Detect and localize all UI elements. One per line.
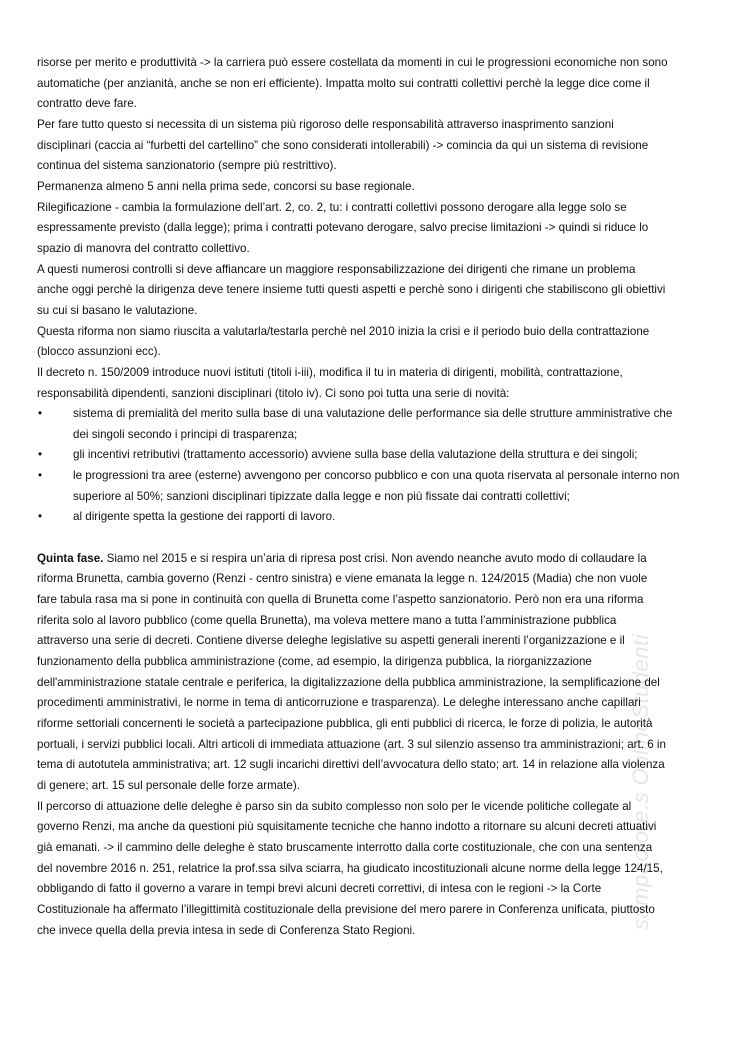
- text-line: [37, 693, 717, 714]
- text-line: [37, 94, 717, 115]
- text-line: [73, 487, 717, 508]
- text-line: [37, 136, 717, 157]
- text-line: [37, 322, 717, 343]
- line-text: Questa riforma non siamo riuscita a valutarla/testarla perchè nel 2010 inizia la crisi e il periodo buio della contrattazione: [37, 324, 650, 338]
- paragraph: [37, 115, 717, 177]
- text-line: [37, 735, 717, 756]
- bullet-icon: •: [38, 448, 43, 462]
- line-text: automatiche (per anzianità, anche se non eri efficiente). Impatta molto sui contratti collettivi perchè la legge dice come il: [37, 76, 650, 90]
- text-line: [37, 879, 717, 900]
- line-text: riforma Brunetta, cambia governo (Renzi - centro sinistra) e viene emanata la legge n. 124/2015 (Madia) che non vuole: [37, 572, 648, 586]
- line-text: tema di autotutela amministrativa; art. 12 sugli incarichi direttivi dell’avvocatura dello stato; art. 14 in relazione alla violenza: [37, 758, 665, 772]
- line-text: Il percorso di attuazione delle deleghe è parso sin da subito complesso non solo per le vicende politiche collegate al: [37, 799, 632, 813]
- line-text: risorse per merito e produttività -> la carriera può essere costellata da momenti in cui le progressioni economiche non sono: [37, 56, 668, 69]
- text-line: [37, 115, 717, 136]
- text-line: [37, 611, 717, 632]
- watermark: sampaolore.s OnlineStudenti: [628, 634, 653, 930]
- line-text: disciplinari (caccia ai “furbetti del cartellino” che sono considerati intollerabili) -> comincia da qui un sistema di revisione: [37, 138, 649, 152]
- text-line: [37, 384, 717, 405]
- document-body: [37, 53, 717, 941]
- line-text: Permanenza almeno 5 anni nella prima sede, concorsi su base regionale.: [37, 179, 415, 193]
- paragraph-gap: [37, 528, 717, 549]
- text-line: [73, 425, 717, 446]
- line-text: riferita solo al lavoro pubblico (come quella Brunetta), ma voleva mettere mano a tutta l’amministrazione pubblica: [37, 613, 617, 627]
- bullet-item: [37, 507, 717, 528]
- text-line: [37, 673, 717, 694]
- text-line: [37, 156, 717, 177]
- bullet-item: [37, 466, 717, 507]
- text-line: [37, 74, 717, 95]
- line-text: espressamente previsto (dalla legge); prima i contratti potevano derogare, salvo precise limitazioni -> quindi si riduce lo: [37, 221, 649, 235]
- line-text: del novembre 2016 n. 251, relatrice la prof.ssa silva sciarra, ha giudicato incostituzionali alcune norme della legge 124/15,: [37, 861, 663, 875]
- text-line: [37, 301, 717, 322]
- line-text: dei singoli secondo i principi di trasparenza;: [73, 427, 298, 441]
- line-text: anche oggi perchè la dirigenza deve tenere insieme tutti questi aspetti e perchè sono i dirigenti che stabiliscono gli obiettivi: [37, 283, 666, 297]
- text-line: [37, 239, 717, 260]
- paragraph: [37, 549, 717, 797]
- line-text: su cui si basano le valutazione.: [37, 303, 198, 317]
- text-line: [37, 817, 717, 838]
- line-text: attraverso una serie di decreti. Contiene diverse deleghe legislative su aspetti generali inerenti l’organizzazione e il: [37, 634, 625, 648]
- text-line: [37, 838, 717, 859]
- line-text: A questi numerosi controlli si deve affiancare un maggiore responsabilizzazione dei dirigenti che rimane un problema: [37, 262, 636, 276]
- text-line: [37, 342, 717, 363]
- bullet-icon: •: [38, 407, 43, 421]
- line-text: riforme settoriali concernenti le società a partecipazione pubblica, gli enti pubblici di ricerca, le forze di polizia, le autorità: [37, 716, 653, 730]
- line-text: spazio di manovra del contratto collettivo.: [37, 241, 250, 255]
- text-line: [37, 549, 717, 570]
- text-line: [37, 260, 717, 281]
- line-text: contratto deve fare.: [37, 97, 137, 111]
- text-line: [37, 218, 717, 239]
- text-line: [37, 280, 717, 301]
- line-text: già emanati. -> il cammino delle deleghe è stato bruscamente interrotto dalla corte costituzionale, che con una sentenza: [37, 840, 653, 854]
- line-text: (blocco assunzioni ecc).: [37, 345, 161, 359]
- bullet-icon: •: [38, 510, 43, 524]
- text-line: [37, 921, 717, 942]
- line-text: fare tabula rasa ma si pone in continuità con quella di Brunetta come l’aspetto sanzionatorio. Però non era una riforma: [37, 593, 644, 607]
- text-line: [37, 590, 717, 611]
- paragraph: [37, 363, 717, 404]
- section-heading: Quinta fase.: [37, 551, 104, 565]
- text-line: [37, 363, 717, 384]
- bullet-icon: •: [38, 469, 43, 483]
- paragraph: [37, 53, 717, 115]
- text-line: [37, 859, 717, 880]
- line-text: continua del sistema sanzionatorio (sempre più restrittivo).: [37, 159, 337, 173]
- bullet-item: [37, 445, 717, 466]
- line-text: Costituzionale ha affermato l’illegittimità costituzionale della previsione del mero parere in Conferenza unificata, piuttosto: [37, 902, 655, 916]
- text-line: [37, 569, 717, 590]
- line-text: di genere; art. 15 sul personale delle forze armate).: [37, 778, 300, 792]
- text-line: [37, 631, 717, 652]
- line-text: superiore al 50%; sanzioni disciplinari tipizzate dalla legge e non più fissate dai contratti collettivi;: [73, 489, 570, 503]
- text-line: [37, 776, 717, 797]
- line-text: sistema di premialità del merito sulla base di una valutazione delle performance sia delle strutture amministrative che: [73, 407, 673, 421]
- line-text: al dirigente spetta la gestione dei rapporti di lavoro.: [73, 510, 336, 524]
- line-text: funzionamento della pubblica amministrazione (come, ad esempio, la dirigenza pubblica, la riorganizzazione: [37, 655, 592, 669]
- paragraph: [37, 198, 717, 260]
- line-text: Siamo nel 2015 e si respira un’aria di ripresa post crisi. Non avendo neanche avuto modo di collaudare la: [103, 551, 647, 565]
- line-text: dell'amministrazione statale centrale e periferica, la digitalizzazione della pubblica amministrazione, la semplificazione del: [37, 675, 660, 689]
- text-line: [37, 53, 717, 74]
- text-line: [73, 507, 717, 528]
- line-text: obbligando di fatto il governo a varare in tempi brevi alcuni decreti correttivi, di intesa con le regioni -> la Corte: [37, 882, 602, 896]
- line-text: Il decreto n. 150/2009 introduce nuovi istituti (titoli i-iii), modifica il tu in materia di dirigenti, mobilità, contrattazione,: [37, 365, 623, 379]
- line-text: gli incentivi retributivi (trattamento accessorio) avviene sulla base della valutazione della struttura e dei singoli;: [73, 448, 638, 462]
- paragraph: [37, 260, 717, 322]
- paragraph: [37, 797, 717, 942]
- bullet-item: [37, 404, 717, 445]
- paragraph: [37, 177, 717, 198]
- line-text: responsabilità dipendenti, sanzioni disciplinari (titolo iv). Ci sono poi tutta una serie di novità:: [37, 386, 510, 400]
- line-text: Rilegificazione - cambia la formulazione dell’art. 2, co. 2, tu: i contratti collettivi possono derogare alla legge solo se: [37, 200, 627, 214]
- text-line: [37, 652, 717, 673]
- text-line: [37, 177, 717, 198]
- line-text: portuali, i servizi pubblici locali. Altri articoli di immediata attuazione (art. 3 sul silenzio assenso tra amministrazioni; art. 6 in: [37, 737, 666, 751]
- line-text: governo Renzi, ma anche da questioni più squisitamente tecniche che hanno indotto a ritornare su alcuni decreti attuativi: [37, 820, 657, 834]
- text-line: [37, 755, 717, 776]
- line-text: le progressioni tra aree (esterne) avvengono per concorso pubblico e con una quota riservata al personale interno non: [73, 469, 680, 483]
- line-text: che invece quella della previa intesa in sede di Conferenza Stato Regioni.: [37, 923, 416, 937]
- text-line: [73, 445, 717, 466]
- text-line: [37, 900, 717, 921]
- text-line: [73, 466, 717, 487]
- text-line: [37, 797, 717, 818]
- text-line: [37, 198, 717, 219]
- text-line: [73, 404, 717, 425]
- line-text: procedimenti amministrativi, le norme in tema di anticorruzione e trasparenza). Le deleghe interessano anche capillari: [37, 696, 641, 710]
- line-text: Per fare tutto questo si necessita di un sistema più rigoroso delle responsabilità attraverso inasprimento sanzioni: [37, 117, 614, 131]
- text-line: [37, 714, 717, 735]
- paragraph: [37, 322, 717, 363]
